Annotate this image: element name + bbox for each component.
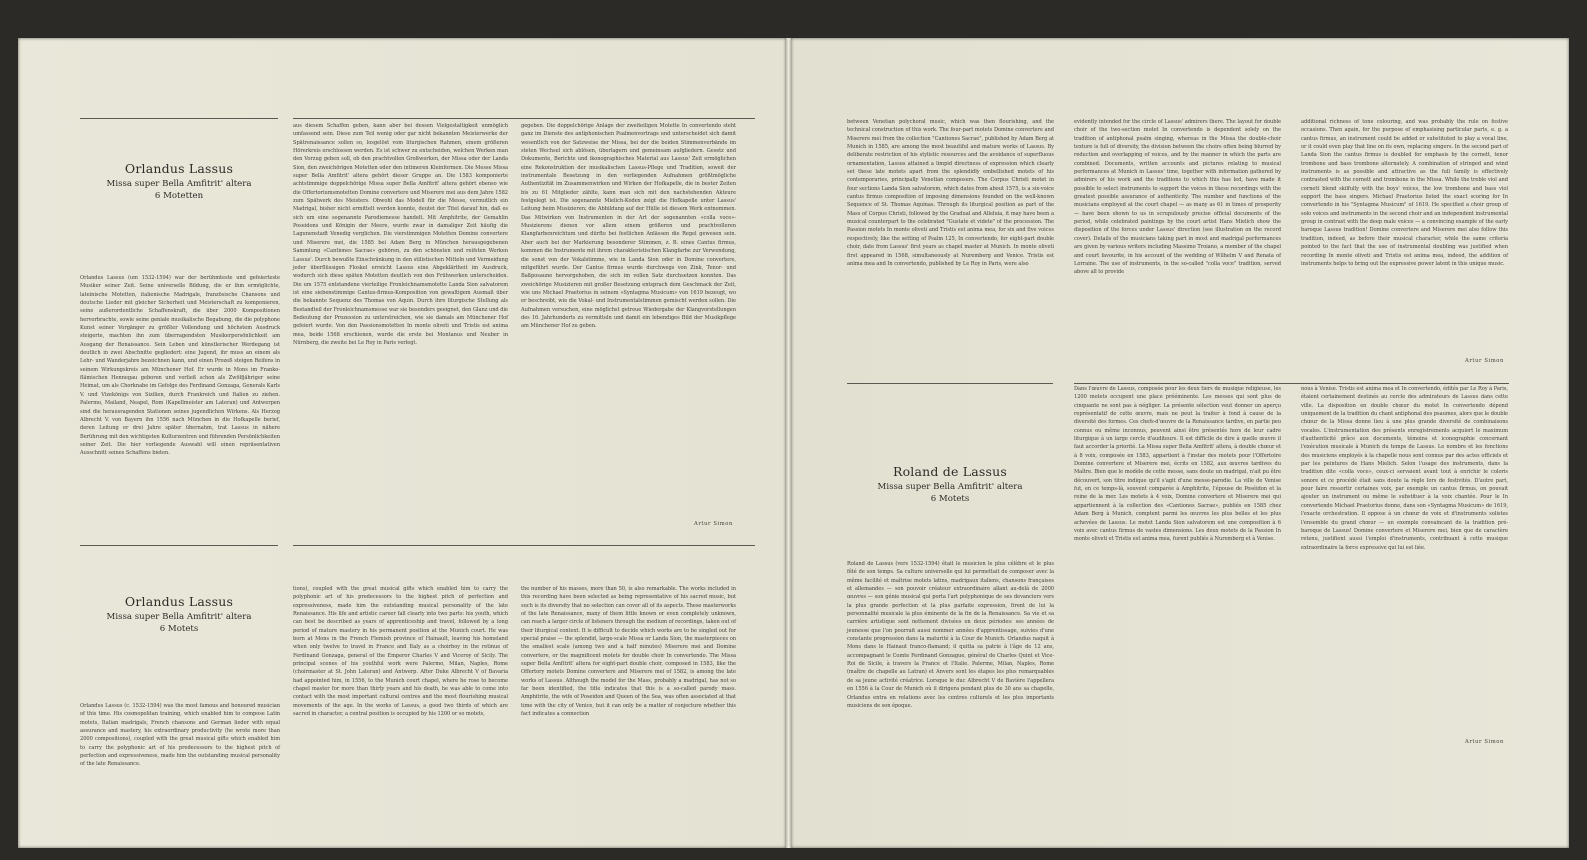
detail: 6 Motets [930,494,970,504]
detail: 6 Motetten [154,191,204,201]
title: Orlandus Lassus [124,161,234,176]
text-column-english-1: Orlandus Lassus (c. 1532-1594) was the most famous and honoured musician of this time. His cosmopolitan training, which enabled him to compose Latin motets, Italian madrigals, French chansons and German lieder with equal assurance and mastery, his extraordinary productivity (he wrote more than 2000 compositions), coupled with the great musical gifts which enabled him to carry the polyphonic art of his predecessors to the highest pitch of perfection and expressiveness, made him the outstanding musical personality of the late Renaissance. [80,703,280,768]
text-column-english-4: between Venetian polychoral music, which was then flourishing, and the technical construction of this work. The four-part motets Domine convertere and Miserere mei from the collection "Cantiones Sacrae", published by Adam Berg at Munich in 1585, are among the most beautiful and mature works of Lassus. By deliberate restriction of his stylistic resources and the avoidance of superfluous ornamentation, Lassus attained a limpid directness of expression which clearly set these late motets apart from the splendidly embellished motets of his contemporaries, principally Venetian composers. The Corpus Christi motet in four sections Landa Sion salvatorem, which dates from about 1575, is a six-voice cantus firmus composition of imposing dimensions founded on the well-known Sequence of St. Thomas Aquinas. Through its liturgical position as part of the Mass of Corpus Christi, followed by the Gradual and Alleluia, it may have been a musical counterpart to the celebrated "Gustate et videte" of the procession. The Passion motets In monte oliveti and Tristis est anima mea, for six and five voices respectively, like the setting of Psalm 125, In convertendo, for eight-part double choir, date from Lassus' first years as chapel master at Munich. In monte oliveti first appeared in 1568, simultaneously at Nuremberg and Venice. Tristis est anima mea and In convertendo, published by Le Roy in Paris, were also [847,119,1054,267]
text-column-english-3: the number of his masses, more than 50, is also remarkable. The works included in this recording have been selected as being representative of his sacred music, but such is its diversity that no selection can cover all of its aspects. These masterworks of the late Renaissance, many of them little known or even completely unknown, can reach a larger circle of listeners through the medium of recordings, taken out of their liturgical context. It is difficult to decide which works are to be singled out for special praise — the splendid, large-scale Missa or Landa Sion, the masterpieces on the smallest scale (among two and a half minutes) Miserere mei and Domine convertere, or the magnificent motets for double choir In convertendo. The Missa super Bella Amfitrit' altera for eight-part double choir, composed in 1583, like the Offertory motets Domine convertere and Miserere mei of 1582, is among the late works of Lassus. Although the model for the Mass, probably a madrigal, has not so far been identified, the title indicates that this is a so-called parody mass. Amphitrite, the wife of Poseidon and Queen of the Sea, was often associated at that time with the city of Venice, but it can only be a matter of conjecture whether this fact indicates a connection [521,586,736,718]
title: Roland de Lassus [892,464,1008,479]
detail: 6 Motets [159,624,199,634]
signature-english: Artur Simon [1465,358,1504,364]
text-column-german-2: aus diesem Schaffen geben, kann aber bei dessen Vielgestaltigkeit unmöglich umfassend sein. Diese zum Teil wenig oder gar nicht bekannten Meisterwerke der Spätrenaissance sollen so, losgelöst vom liturgischen Rahmen, einem größeren Hörerkreis erschlossen werden. Es ist schwer zu entscheiden, welchen Werken man den Vorzug geben soll, ob den prachtvollen Großwerken, der Missa oder der Landa Sion, den zweichörigen Motetten oder den intimeren Kleinformen. Die Messe Missa super Bella Amfitrit' altera gehört dieser Gruppe an. Die 1583 komponierte achtstimmige doppelchörige Missa super Bella Amfitrit' altera gehört ebenso wie die Offertoriumsmotetten Domine convertere und Miserere mei aus dem Jahre 1582 zum Spätwerk des Meisters. Obwohl das Modell für die Messe, vermutlich ein Madrigal, bisher nicht ermittelt werden konnte, deutet der Titel darauf hin, daß es sich um eine sogenannte Parodiemesse handelt. Mit Amphitrite, der Gemahlin Poseidons und Königin der Meere, wurde zwar in damaliger Zeit häufig die Lagunenstadt Venedig verglichen. Die vierstimmigen Motetten Domine convertere und Miserere mei, die 1585 bei Adam Berg in München herausgegebenen Sammlung «Cantiones Sacrae» gehören, zu den schönsten und reifsten Werken Lassus'. Durch bewußte Einschränkung in den stilistischen Mitteln und Vermeidung jeder überflüssigen Floskel erreicht Lassus eine Abgeklärtheit im Ausdruck, wodurch sich diese späten Motetten deutlich von den Frühwerken unterscheiden. Die um 1575 entstandene vierteilige Fronleichnamsmotette Landa Sion salvatorem ist eine siebenstimmige Cantus-firmus-Komposition von gewaltigem Ausmaß über die bekannte Sequenz des Thomas von Aquin. Durch ihre liturgische Stellung als Bestandteil der Fronleichnamsmesse war sie besonders geeignet, den Glanz und die Bedeutung der Prozession zu unterstreichen, wie sie damals am Münchener Hof gefeiert wurde. Von den Passionsmotetten In monte oliveti und Tristis est anima mea, beide 1568 erschienen, wurde die erste bei Montanus und Neuber in Nürnberg, die zweite bei Le Roy in Paris verlegt. [293,123,508,346]
liner-title-french [847,464,1053,504]
text-column-german-3: gegeben. Die doppelchörige Anlage der zweiteiligen Motette In convertendo steht ganz im Dienste des antiphonischen Psalmenvortrags und unterscheidet sich damit wesentlich von der Satzweise der Missa, bei der die beiden Stimmenverbände im steten Wechsel sich ablösen, überlagern und gemeinsam aufgliedern. Gesetz und Dokumente, Berichte und ikonographisches Material aus Lassus' Zeit ermöglichen eine Rekonstruktion der musikalischen Lassus-Pflege und Tradition, soweit der instrumentale Besetzung in den vorliegenden Aufnahmen größtmögliche Authentizität im Zusammenwirken und Wirken der Hofkapelle, die in bester Zeiten bis zu 61 Mitglieder zählte, kann man sich mit den nachstehenden Akteure festgelegt ist. Die sogenannte Mielich-Kodex zeigt die Hofkapelle unter Lassus' Leitung beim Musizieren; die Abbildung auf der Hülle ist diesem Werk entnommen. Das Mitwirken von Instrumenten in der Art der sogenannten «colla voce»-Musizierens dienen vor allem einem größeren und prachtvolleren Klangfarbenreichtum und dürfte bei festlichen Anlässen die Regel gewesen sein. Aber auch bei der Markierung besonderer Stimmen, z. B. eines Cantus firmus, kommen die Instrumente mit ihrem charakteristischen Klangfarbe zur Verwendung, die sonst von der Vokalstimme, wie in Landa Sion oder in Domine convertere, mitgeführt wurde. Der Cantus firmus wurde durchwegs von Zink, Tenor- und Baßposaune hervorgehoben, die sich im vollen Satz durchsetzen konnten. Das zweichörige Musizieren mit großer Besetzung entsprach dem Geschmack der Zeit, wie uns Michael Praetorius in seinem «Syntagma Musicum» von 1619 bezeugt, wo er beschreibt, wie die Vokal- und Instrumentalstimmen gemischt werden sollen. Die Aufnahmen versuchen, eine möglichst getreue Wiedergabe der Klangvorstellungen des 16. Jahrhunderts zu vermitteln und damit ein lebendiges Bild der Musikpflege am Münchener Hof zu geben. [521,123,736,330]
french-left-rule [847,383,1053,384]
bottom-right-rule [293,545,755,546]
bottom-left-rule [80,545,278,546]
text-column-french-1: Roland de Lassus (vers 1532-1594) était le musicien le plus célèbre et le plus fêté de son temps. Sa culture universelle qui lui permettait de composer avec la même facilité et maîtrise motets latins, madrigaux italiens, chansons françaises et allemandes — son pouvoir créateur extraordinaire allant au-delà de 2000 œuvres — son génie musical qui porta l'art polyphonique de ses devanciers vers la plus grande perfection et la plus parfaite expression, firent de lui la personnalité musicale la plus éminente de la fin de la Renaissance. Sa vie et sa carrière artistique sont nettement divisées en deux périodes: ses années de jeunesse que l'on pourrait aussi nommer années d'apprentissage, suivies d'une constante progression dans la maturité à la Cour de Munich. Orlandus naquit à Mons dans le Hainaut franco-flamand; il quitta sa patrie à l'âge de 12 ans, accompagnant le Comte Ferdinand Gonzague, général de Charles Quint et Vice-Roi de Sicile, à travers la France et l'Italie. Palerme, Milan, Naples, Rome (maître de chapelle au Latran) et Anvers sont les étapes les plus remarquables de sa jeune activité créatrice. Lorsque le duc Albrecht V de Bavière l'appellera en 1556 à la Cour de Munich où il dirigera pendant plus de 30 ans sa chapelle, Orlandus entra en relations avec les centres culturels et les plus importants musiciens de son époque. [847,561,1054,709]
left-page [18,38,786,848]
signature-german: Artur Simon [694,521,733,527]
text-column-french-3: nous à Venise. Tristis est anima mea et In convertendo, édités par Le Roy à Paris, étaient certainement destinés au cercle des admirateurs de Lassus dans cette ville. La disposition en double chœur du motet In convertendo dépend uniquement de la tradition du chant antiphonal des psaumes, alors que le double chœur de la Missa donne lieu à une plus grande diversité de combinaisons vocales. L'instrumentation des présents enregistrements acquiert le maximum d'authenticité grâce aux documents, témoins et iconographie concernant l'exécution musicale à Munich du temps de Lassus. Le nombre et les fonctions des musiciens employés à la chapelle nous sont connus par des actes officiels et par les peintures de Hans Mielich. Selon l'usage des instruments, dans la tradition dite «colla voce», ceux-ci servaient avant tout à enrichir le coloris sonore et ce procédé était sans doute la règle lors de festivités. D'autre part, pour faire ressortir certaines voix, par exemple un cantus firmus, on pouvait ajouter un instrument ou même le substituer à la voix chantée. Pour le In convertendo Michael Praetorius donne, dans son «Syntagma Musicum» de 1619, l'exacte orchestration. Il oppose à un chœur de voix et d'instruments solistes l'ensemble du grand chœur — un exemple convaincant de la tradition pré-baroque de Lassus! Domine convertere et Miserere mei, bien que de caractère retenu, justifient aussi l'emploi d'instruments, contribuant à cette musique extraordinaire la force expressive qui lui est liée. [1301,386,1508,551]
signature-french: Artur Simon [1465,739,1504,745]
title: Orlandus Lassus [124,594,234,609]
text-column-french-2: Dans l'œuvre de Lassus, composée pour les deux tiers de musique religieuse, les 1200 motets occupent une place prééminente. Les messes qui sont plus de cinquante ne sont pas à négliger. La présente sélection veut donner un aperçu représentatif de cette œuvre, mais ne peut la traiter à fond à cause de la diversité des formes. Ces chefs-d'œuvre de la Renaissance tardive, en partie peu connus ou même inconnus, peuvent ainsi être présentés hors de leur cadre liturgique à un large cercle d'auditeurs. Il est difficile de dire à quelle œuvre il faut accorder la priorité. La Missa super Bella Amfitrit' altera, à double chœur et à 8 voix, composée en 1583, appartient à l'instar des motets pour l'Offertoire Domine convertere et Miserere mei, écrits en 1582, aux œuvres tardives du Maître. Bien que le modèle de cette messe, sans doute un madrigal, n'ait pu être découvert, son titre indique qu'il s'agit d'une messe-parodie. La ville de Venise fut, en ce temps-là, souvent comparée à Amphitrite, l'épouse de Poséidon et la reine de la mer. Les motets à 4 voix, Domine convertere et Miserere mei qui appartiennent à la collection des «Cantiones Sacrae», publiés en 1585 chez Adam Berg à Munich, comptent parmi les œuvres les plus belles et les plus achevées de Lassus. Le motet Landa Sion salvatorem est une composition à 6 voix avec cantus firmus de vastes dimensions. Les deux motets de la Passion In monte oliveti et Tristis est anima mea, furent publiés à Nuremberg et à Venise. [1074,386,1281,543]
french-right-rule [1074,383,1509,384]
top-right-rule [293,118,755,119]
subtitle: Missa super Bella Amfitrit' altera [106,612,252,622]
subtitle: Missa super Bella Amfitrit' altera [106,179,252,189]
right-page [791,38,1569,848]
top-left-rule [80,118,278,119]
text-column-german-1: Orlandus Lassus (um 1532-1594) war der berühmteste und gefeierteste Musiker seiner Zeit. Seine universelle Bildung, die er ihm ermöglichte, lateinische Motetten, italienische Madrigale, französische Chansons und deutsche Lieder mit gleicher Sicherheit und Meisterschaft zu komponieren, seine außerordentliche Schaffenskraft, die über 2000 Kompositionen hervorbrachte, sowie seine geniale musikalische Begabung, die die polyphone Kunst seiner Vorgänger zu größter Vollendung und höchstem Ausdruck steigerte, machten ihn zum überragendsten Musikerpersönlichkeit am Ausgang der Renaissance. Sein Leben und künstlerischer Werdegang ist deutlich in zwei Abschnitte gegliedert: eine Jugend, ihr muss an einem als Lehr- und Wanderjahre bezeichnen kann, und einen Prozeß steigen Reifens in seinem Wirkungskreis am Münchener Hof. Er wurde in Mons im Franko-flämischen Hennegau geboren und verließ schon als Zwölfjähriger seine Heimat, um als Chorknabe im Gefolge des Ferdinand Gonzaga, Generals Karls V. und Vizekönigs von Sizilien, durch Frankreich und Italien zu ziehen. Palermo, Mailand, Neapel, Rom (Kapellmeister am Lateran) und Antwerpen sind die herausragenden Stationen seines jugendlichen Wirkens. Als Herzog Albrecht V. von Bayern ihn 1556 nach München in die Hofkapelle berief, deren Leitung er drei Jahre später übernahm, trat Lassus in nähere Berührung mit den wichtigsten Kulturzentren und führenden Persönlichkeiten seiner Zeit. Die hier vorliegende Auswahl will einen repräsentativen Ausschnitt seines Schaffens bieten. [80,275,280,457]
subtitle: Missa super Bella Amfitrit' altera [877,482,1023,492]
liner-title-english [80,594,278,634]
text-column-english-6: additional richness of tone colouring, and was probably the rule on festive occasions. Then again, for the purpose of emphasising particular parts, e. g. a cantus firmus, an instrument could be added or substituted to play a vocal line, or it could even play that line on its own, replacing singers. In the second part of Landa Sion the cantus firmus is doubled for emphasis by the cornett, tenor trombone and bass trombone alternately. A combination of stringed and wind instruments is as possible and attractive as the full family is effectively contrasted with the cornett and trombone in the Missa. While the treble viol and cornett blend skilfully with the boys' voices, the low trombone and bass viol support the bass singers. Michael Praetorius listed the exact scoring for In convertendo in his "Syntagma Musicum" of 1619. He specified a choir group of solo voices and instruments in the second choir and an independent instrumental group in contrast with the deep male voices — a convincing example of the early baroque Lassus tradition! Domine convertere and Miserere mei also follow this tradition, indeed, as before their musical character, while the same criteria pointed to the fact that the use of instrumental doubling was justified when recording In monte oliveti and Tristis est anima mea, indeed, the addition of instruments helps to bring out the expressive power latent in this unique music. [1301,119,1508,267]
text-column-english-2: tions), coupled with the great musical gifts which enabled him to carry the polyphonic art of his predecessors to the highest pitch of perfection and expressiveness, made him the outstanding musical personality of the late Renaissance. His life and artistic career fall clearly into two parts: his youth, which can best be described as years of apprenticeship and travel, followed by a long period of mature mastery in his permanent position at the Munich court. He was born at Mons in the French Flemish province of Hainault, leaving his homeland when only twelve to travel in France and Italy as a choirboy in the retinue of Ferdinand Gonzaga, general of the Emperor Charles V and Viceroy of Sicily. The principal scenes of his youthful work were Palermo, Milan, Naples, Rome (choirmaster at St. John Lateran) and Antwerp. After Duke Albrecht V of Bavaria had appointed him, in 1556, to the Munich court chapel, where he rose to become chapel master for more than thirty years and his death, he was able to come into contact with the most important cultural centres and the most flourishing musical movements of the age. In the works of Lassus, a good two thirds of which are sacred in character, a central position is occupied by his 1200 or so motets, [293,586,508,718]
liner-title-german [80,161,278,201]
text-column-english-5: evidently intended for the circle of Lassus' admirers there. The layout for double choir of the two-section motet In convertendo is dependent solely on the tradition of antiphonal psalm singing, whereas in the Missa the double-choir texture is full of diversity, the division between the choirs often being blurred by reduction and overlapping of voices, and by the manner in which the parts are combined. Documents, written accounts and pictures relating to musical performances at Munich in Lassus' time, together with information gathered by admirers of his work and the traditions to which this has led, have made it possible to select instruments to support the voices in these recordings with the greatest possible assurance of authenticity. The number and functions of the musicians employed at the court chapel — as many as 61 in times of prosperity — have been shown to us in scrupulously precise official documents of the period, while celebrated paintings by the court artist Hans Mielich show the disposition of the forces under Lassus' direction (see illustration on the record cover). Details of the musicians taking part in most and madrigal performances are given by various writers including Massimo Troiano, a member of the chapel and court favourite, in his account of the wedding of Wilhelm V and Renata of Lorraine. The use of instruments, in the so-called "colla voce" tradition, served above all to provide [1074,119,1281,276]
